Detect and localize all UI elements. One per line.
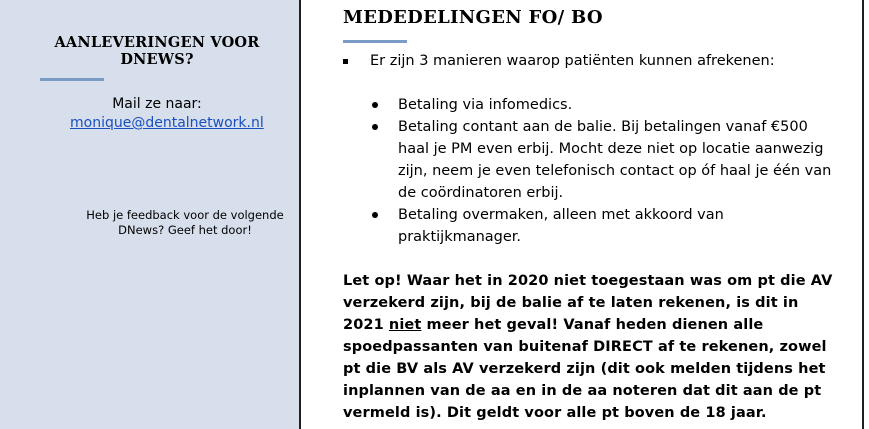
intro-item (343, 50, 843, 72)
warning-underlined-word: niet (388, 317, 422, 333)
email-link[interactable]: monique@dentalnetwork.nl (70, 115, 264, 131)
list-item (398, 116, 843, 204)
page-title: MEDEDELINGEN FO/ BO (343, 7, 603, 28)
payment-option-text: Betaling overmaken, alleen met akkoord van praktijkmanager. (398, 207, 724, 245)
square-bullet-icon (343, 59, 348, 64)
payment-options-list (343, 94, 843, 248)
bullet-icon (372, 102, 378, 108)
list-item (398, 94, 843, 116)
list-item (398, 204, 843, 248)
sidebar-panel (0, 0, 301, 429)
mail-label: Mail ze naar: (112, 96, 202, 112)
main-content (343, 48, 843, 424)
intro-text: Er zijn 3 manieren waarop patiënten kunnen afrekenen: (370, 53, 775, 69)
title-divider (343, 40, 407, 43)
page-border-right (862, 0, 864, 429)
payment-option-text: Betaling contant aan de balie. Bij betalingen vanaf €500 haal je PM even erbij. Mocht deze niet op locatie aanwezig zijn, neem je even telefonisch contact op óf haal je één van de coördinatoren erbij. (398, 119, 832, 201)
warning-text-part2: meer het geval! Vanaf heden dienen alle spoedpassanten van buitenaf DIRECT af te rekenen, zowel pt die BV als AV verzekerd zijn (dit ook melden tijdens het inplannen van de aa en in de aa noteren dat dit aan de pt vermeld is). Dit geldt voor alle pt boven de 18 jaar. (343, 317, 827, 421)
sidebar-title: AANLEVERINGEN VOOR DNEWS? (54, 34, 260, 68)
bullet-icon (372, 124, 378, 130)
feedback-note: Heb je feedback voor de volgende DNews? Geef het door! (86, 208, 284, 237)
warning-paragraph (343, 270, 843, 424)
bullet-icon (372, 212, 378, 218)
warning-text-part1: Let op! Waar het in 2020 niet toegestaan was om pt die AV verzekerd zijn, bij de balie af te laten rekenen, is dit in 2021 (343, 273, 833, 333)
payment-option-text: Betaling via infomedics. (398, 97, 573, 113)
sidebar-divider (40, 78, 104, 81)
